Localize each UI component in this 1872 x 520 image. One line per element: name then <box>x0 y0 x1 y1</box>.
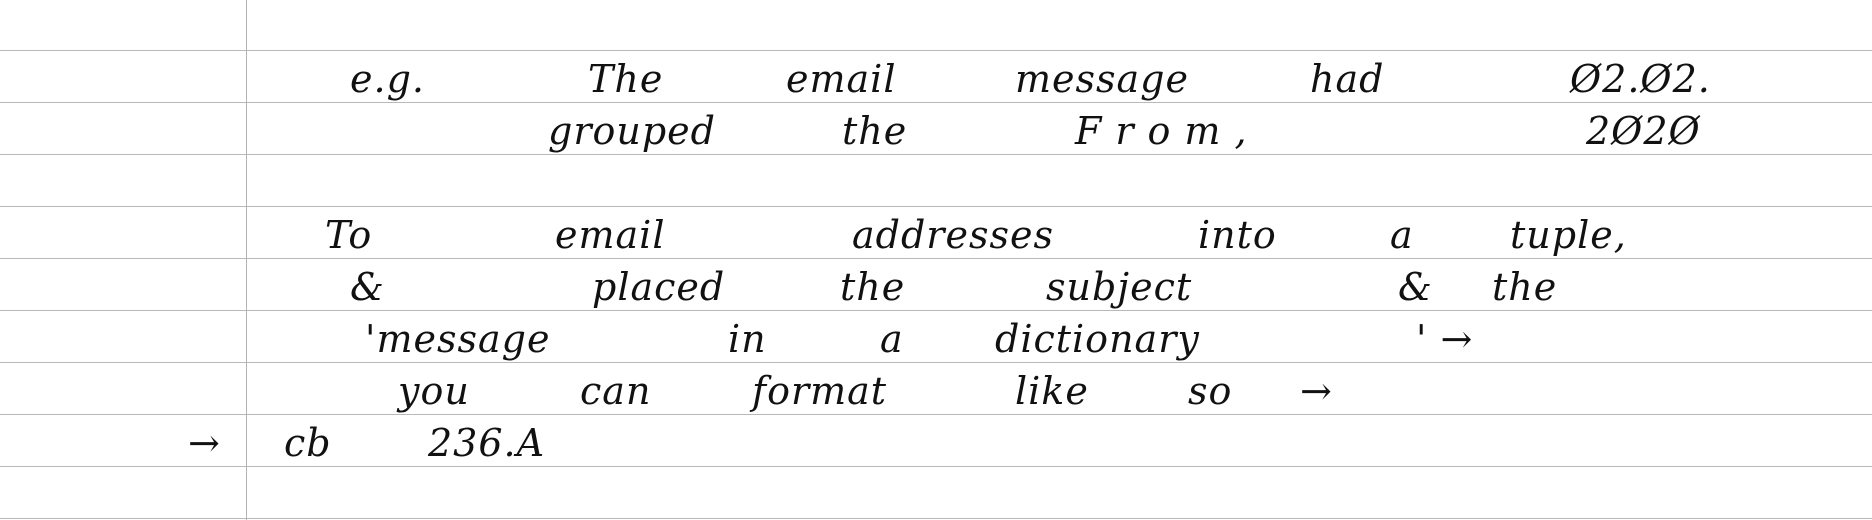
handwritten-word: format <box>752 369 888 413</box>
ruled-line <box>0 518 1872 519</box>
handwritten-word: the <box>840 265 906 309</box>
handwritten-word: a <box>880 317 904 361</box>
handwritten-word: 236.A <box>428 421 546 465</box>
handwritten-line-5 <box>0 310 1872 368</box>
handwritten-word: in <box>728 317 767 361</box>
handwritten-line-3 <box>0 206 1872 264</box>
handwritten-word: message <box>1015 57 1189 101</box>
handwritten-word: & <box>1398 265 1433 309</box>
handwritten-word: → <box>1300 369 1333 413</box>
handwritten-word: had <box>1310 57 1385 101</box>
handwritten-word: 2Ø2Ø <box>1586 109 1701 153</box>
handwritten-word: & <box>350 265 385 309</box>
handwritten-line-2 <box>0 102 1872 160</box>
handwritten-word: email <box>786 57 897 101</box>
handwritten-word: dictionary <box>995 317 1200 361</box>
handwritten-word: into <box>1198 213 1277 257</box>
handwritten-word: tuple, <box>1510 213 1627 257</box>
handwritten-word: → <box>188 421 221 465</box>
handwritten-word: addresses <box>852 213 1054 257</box>
handwritten-word: subject <box>1046 265 1193 309</box>
handwritten-line-7 <box>0 414 1872 472</box>
handwritten-word: can <box>580 369 652 413</box>
handwritten-word: grouped <box>548 109 716 153</box>
handwritten-word: email <box>555 213 666 257</box>
handwritten-word: 'message <box>365 317 551 361</box>
handwritten-line-4 <box>0 258 1872 316</box>
handwritten-word: the <box>1492 265 1558 309</box>
handwritten-word: From, <box>1075 109 1261 153</box>
handwritten-word: The <box>588 57 664 101</box>
handwritten-word: so <box>1188 369 1233 413</box>
handwritten-word: like <box>1015 369 1089 413</box>
handwritten-word: To <box>325 213 373 257</box>
handwritten-word: ' → <box>1416 317 1474 361</box>
handwritten-word: the <box>842 109 908 153</box>
handwritten-line-1 <box>0 50 1872 108</box>
handwritten-word: cb <box>284 421 332 465</box>
handwritten-word: Ø2.Ø2. <box>1570 57 1711 101</box>
handwritten-word: e.g. <box>350 57 425 101</box>
handwritten-line-6 <box>0 362 1872 420</box>
handwritten-word: a <box>1390 213 1414 257</box>
handwritten-word: placed <box>592 265 726 309</box>
handwritten-word: you <box>398 369 470 413</box>
